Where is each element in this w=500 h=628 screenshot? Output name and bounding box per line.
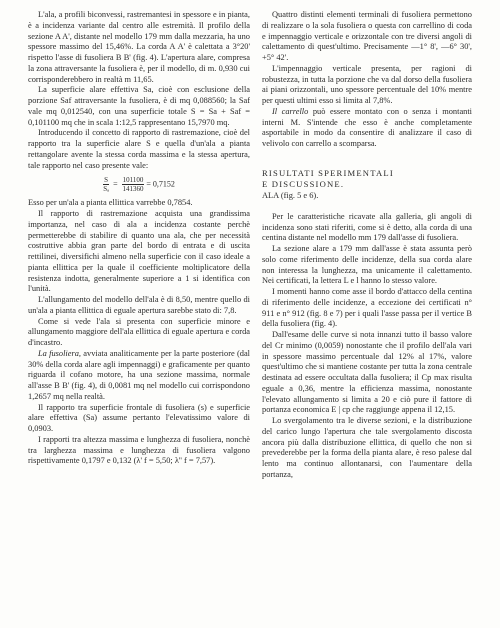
- fusoliera-lead: La fusoliera,: [38, 348, 82, 358]
- right-column: [262, 10, 472, 622]
- paragraph-ala-profili: L'ala, a profili biconvessi, rastremantesi in spessore e in pianta, è a incidenza variante dal centro alle estremità. Il profilo della sezione A A', distante nel modello 179 mm dalla mezzaria, ha uno spessore massimo del 15,46%. La corda A A' è calettata a 3°20' rispetto l'asse di fusoliera B B' (fig. 4). L'apertura alare, compresa la zona attraversante la fusoliera è, per il modello, di m. 0,930 cui corrisponderebbero in realtà m 11,65.: [28, 10, 250, 84]
- left-column: [28, 10, 250, 622]
- paragraph-elementi-terminali: Quattro distinti elementi terminali di fusoliera permettono di realizzare o la sola fusoliera o questa con carrellino di coda e impennaggio verticale e orizzontale con tre diversi angoli di calettamento di quest'ultimo. Precisamente —1° 8', —6° 30', +5° 42'.: [262, 10, 472, 62]
- paragraph-superficie-alare: La superficie alare effettiva Sa, cioè con esclusione della porzione Saf attraversante la fusoliera, è di mq 0,088560; la Saf vale mq 0,012540, con una superficie totale S = Sa + Saf = 0,101100 mq che in scala 1:12,5 rappresentano 15,7970 mq.: [28, 85, 250, 127]
- paragraph-caratteristiche: Per le caratteristiche ricavate alla galleria, gli angoli di incidenza sono stati riferiti, come si è detto, alla corda di una centina distante nel modello mm 179 dall'asse di fusoliera.: [262, 211, 472, 243]
- formula-rhs-fraction: [122, 176, 145, 193]
- formula-rhs-denominator: 141360: [122, 185, 144, 194]
- paragraph-ellittica-value: Esso per un'ala a pianta ellittica varrebbe 0,7854.: [28, 198, 193, 208]
- paragraph-esame-curve: Dall'esame delle curve si nota innanzi tutto il basso valore del Cr minimo (0,0059) nonostante che il profilo dell'ala vari in spessore massimo percentuale dal 12% al 17%, valore quest'ultimo che si mantiene costante per tutta la zona centrale destinata ad essere occultata dalla fusoliera; il Cp max risulta eguale a 0,36, mentre la efficienza massima, nonostante l'elevato allungamento si limita a 20 e ciò pure il fattore di portanza economica E | cp che raggiunge appena il 12,15.: [262, 330, 472, 415]
- section-title-line-2: E DISCUSSIONE.: [262, 178, 345, 189]
- paragraph-rapporto-importanza: Il rapporto di rastremazione acquista una grandissima importanza, nel caso di ala a incidenza costante perchè permetterebbe di stabilire di quanto una ala, che per necessità costruttive abbia gran parte del bordo di entrata e di uscita rettilinei, diversifichi almeno nella superficie con il caso ideale a pianta ellittica per la quale il coefficiente moltiplicatore della resistenza indotta, generalmente superiore a 1 si identifica con l'unità.: [28, 209, 250, 294]
- formula-lhs-denominator: Sₐ: [103, 185, 110, 194]
- paragraph-rapporto-superficie: Il rapporto tra superficie frontale di fusoliera (s) e superficie alare effettiva (Sa) assume pertanto l'elevatissimo valore di 0,0903.: [28, 402, 250, 433]
- carrello-lead: Il carrello: [272, 106, 309, 116]
- fusoliera-text: avviata analiticamente per la parte posteriore (dal 30% della corda alare agli impennaggi) e graficamente per quanto riguarda il cofano motore, ha una sezione massima, normale all'asse B B' (fig. 4), di 0,0081 mq nel modello cui corrispondono 1,2657 mq nella realtà.: [28, 348, 250, 401]
- paragraph-svergolamento: Lo svergolamento tra le diverse sezioni, e la distribuzione del carico lungo l'apertura che tale svergolamento discosta ancora più dalla distribuzione ellittica, di quello che non si prevederebbe per la forma della pianta alare, è reso palese dal lento ma continuo allontanarsi, con l'aumentare della portanza,: [262, 416, 472, 479]
- paragraph-fusoliera: [28, 349, 250, 403]
- formula-lhs-fraction: [103, 176, 109, 193]
- formula-lhs-numerator: S: [104, 176, 109, 185]
- paragraph-momenti: I momenti hanno come asse il bordo d'attacco della centina di riferimento delle incidenze, a eccezione dei certificati n° 911 e n° 912 (fig. 8 e 7) per i quali l'asse passa per il vertice B della fusoliera (fig. 4).: [262, 287, 472, 329]
- formula-rhs-numerator: 101100: [122, 176, 144, 185]
- paragraph-carrello: [262, 107, 472, 150]
- rastremazione-formula: $\frac{S}{\text{Sₐ}}$ = $\frac{101100}{141360}$ = 0,7152: [103, 176, 175, 194]
- formula-result: = 0,7152: [146, 179, 175, 189]
- section-subheading: ALA (fig. 5 e 6).: [262, 190, 319, 200]
- section-title-line-1: RISULTATI SPERIMENTALI: [262, 167, 394, 178]
- paragraph-sezione-alare: La sezione alare a 179 mm dall'asse è stata assunta però solo come riferimento delle incidenze, della sua corda alare non interessa la lunghezza, ma unicamente il calettamento. Nei certificati, la lettera L e l hanno lo stesso valore.: [262, 244, 472, 286]
- paragraph-confronto-ellittica: Come si vede l'ala si presenta con superficie minore e allungamento maggiore dell'ala ellittica di eguale apertura e corda d'incastro.: [28, 316, 250, 347]
- paragraph-rapporti-fusoliera: I rapporti tra altezza massima e lunghezza di fusoliera, nonchè tra larghezza massima e lunghezza di fusoliera valgono rispettivamente 0,1797 e 0,132 (λ' f = 5,50; λ'' f = 7,57).: [28, 434, 250, 466]
- paragraph-impennaggio: L'impennaggio verticale presenta, per ragioni di robustezza, in tutta la porzione che va dal dorso della fusoliera ai piani orizzontali, uno spessore percentuale del 10% mentre per questi ultimi esso si limita al 7,8%.: [262, 63, 472, 105]
- paragraph-rastremazione-intro: Introducendo il concetto di rapporto di rastremazione, cioè del rapporto tra la superficie alare S e quella d'un'ala a pianta rettangolare avente la stessa corda massima e la stessa apertura, tale rapporto nel caso presente vale:: [28, 128, 250, 170]
- carrello-text: può essere montato con o senza i montanti interni M. S'intende che esso è anche completamente asportabile in modo da consentire di analizzare il caso di velivolo con carrello a scomparsa.: [262, 106, 472, 148]
- paragraph-allungamento: L'allungamento del modello dell'ala è di 8,50, mentre quello di un'ala a pianta ellittica di eguale apertura sarebbe stato di: 7,8.: [28, 295, 250, 315]
- section-heading: [262, 168, 472, 190]
